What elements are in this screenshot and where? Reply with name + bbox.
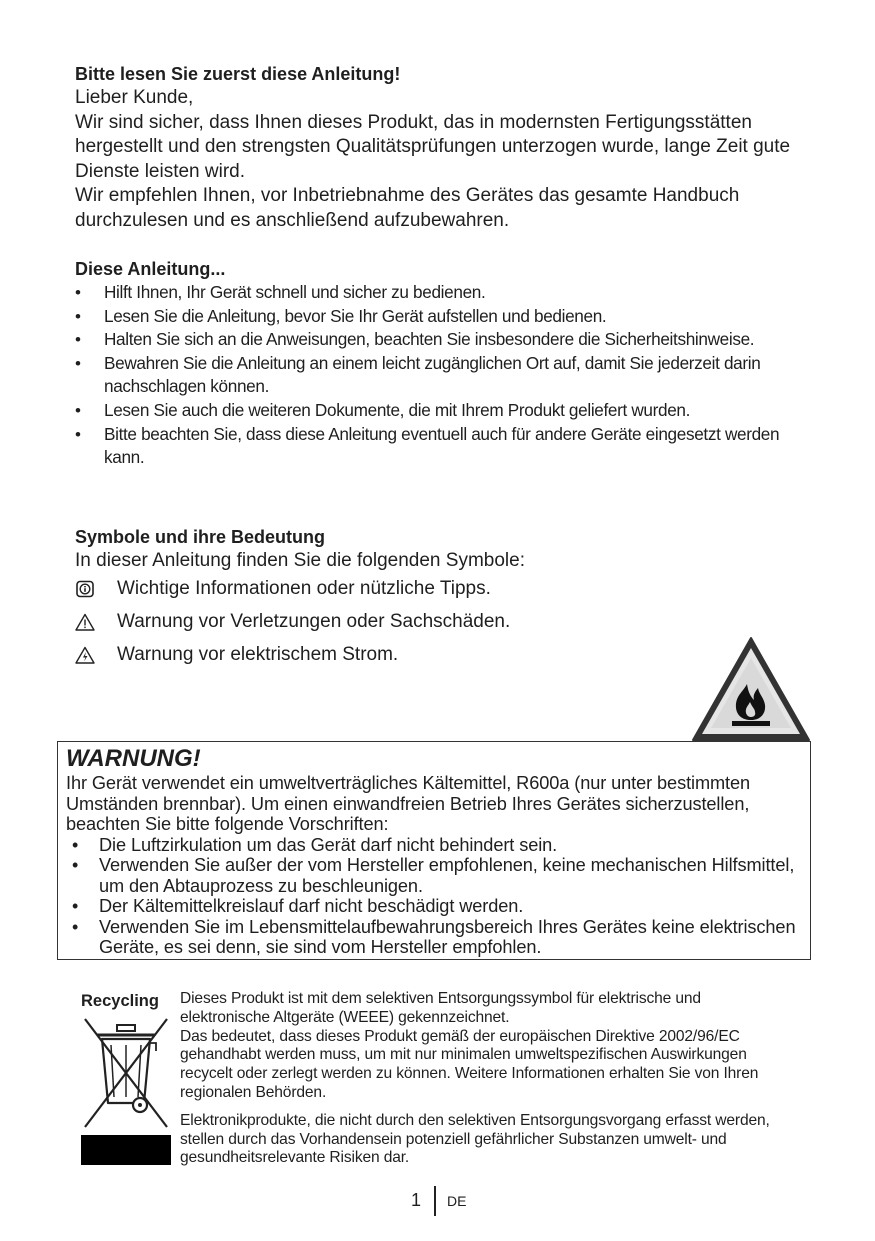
warning-title: WARNUNG! — [66, 745, 201, 772]
warning-list — [66, 835, 810, 958]
electric-warning-icon — [75, 646, 95, 664]
page-language: DE — [447, 1193, 467, 1209]
list-item: • Bitte beachten Sie, dass diese Anleitung eventuell auch für andere Geräte eingesetzt werden kann. — [75, 423, 800, 470]
recycling-label: Recycling — [81, 992, 159, 1010]
list-item: • Halten Sie sich an die Anweisungen, beachten Sie insbesondere die Sicherheitshinweise. — [75, 328, 800, 352]
manual-list — [75, 281, 800, 470]
flammable-warning-icon — [691, 636, 811, 742]
symbol-info-text: Wichtige Informationen oder nützliche Tipps. — [117, 578, 491, 599]
greeting: Lieber Kunde, — [75, 87, 194, 108]
list-item: • Bewahren Sie die Anleitung an einem leicht zugänglichen Ort auf, damit Sie jederzeit darin nachschlagen können. — [75, 352, 800, 399]
list-item: • Lesen Sie auch die weiteren Dokumente, die mit Ihrem Produkt geliefert wurden. — [75, 399, 800, 423]
intro-section — [75, 62, 805, 234]
symbols-intro: In dieser Anleitung finden Sie die folgenden Symbole: — [75, 550, 525, 571]
list-item: • Hilft Ihnen, Ihr Gerät schnell und sicher zu bedienen. — [75, 281, 800, 305]
recycling-text-block — [180, 990, 792, 1168]
intro-paragraph-1: Wir sind sicher, dass Ihnen dieses Produkt, das in modernsten Fertigungsstätten hergestellt und den strengsten Qualitätsprüfungen unterzogen wurde, lange Zeit gute Dienste leisten wird. — [75, 111, 791, 182]
list-item: • Verwenden Sie im Lebensmittelaufbewahrungsbereich Ihres Gerätes keine elektrischen Geräte, es sei denn, sie sind vom Hersteller empfohlen. — [66, 917, 810, 958]
warning-box — [57, 741, 811, 960]
manual-section — [75, 257, 800, 470]
page-number: 1 — [411, 1190, 422, 1210]
symbols-section — [75, 525, 775, 574]
warning-triangle-icon — [75, 613, 95, 631]
manual-heading: Diese Anleitung... — [75, 259, 226, 279]
recycling-paragraph-3: Elektronikprodukte, die nicht durch den selektiven Entsorgungsvorgang erfasst werden, stellen durch das Vorhandensein potenziell gefährlicher Substanzen umwelt- und gesundheitsrelevante Risiken dar. — [180, 1111, 770, 1167]
recycling-paragraph-1: Dieses Produkt ist mit dem selektiven Entsorgungssymbol für elektrische und elektronische Altgeräte (WEEE) gekennzeichnet. — [180, 990, 701, 1026]
list-item: • Lesen Sie die Anleitung, bevor Sie Ihr Gerät aufstellen und bedienen. — [75, 305, 800, 329]
warning-text: Ihr Gerät verwendet ein umweltverträgliches Kältemittel, R600a (nur unter bestimmten Umständen brennbar). Um einen einwandfreien Betrieb Ihres Gerätes sicherzustellen, beachten Sie bitte folgende Vorschriften: — [66, 773, 751, 834]
recycling-paragraph-2: Das bedeutet, dass dieses Produkt gemäß der europäischen Direktive 2002/96/EC gehandhabt werden muss, um mit nur minimalen umweltspezifischen Auswirkungen recycelt oder zerlegt werden zu können. Weitere Informationen erhalten Sie von Ihren regionalen Behörden. — [180, 1027, 759, 1101]
symbol-warning-text: Warnung vor Verletzungen oder Sachschäden. — [117, 611, 511, 632]
footer-divider — [434, 1186, 436, 1216]
symbols-heading: Symbole und ihre Bedeutung — [75, 527, 326, 547]
symbol-electric-text: Warnung vor elektrischem Strom. — [117, 644, 399, 665]
list-item: • Die Luftzirkulation um das Gerät darf nicht behindert sein. — [66, 835, 810, 856]
list-item: • Der Kältemittelkreislauf darf nicht beschädigt werden. — [66, 896, 810, 917]
list-item: • Verwenden Sie außer der vom Hersteller empfohlenen, keine mechanischen Hilfsmittel, um den Abtauprozess zu beschleunigen. — [66, 855, 810, 896]
info-icon — [75, 580, 95, 598]
weee-bin-icon — [81, 1015, 171, 1165]
intro-paragraph-2: Wir empfehlen Ihnen, vor Inbetriebnahme des Gerätes das gesamte Handbuch durchzulesen und es anschließend aufzubewahren. — [75, 185, 740, 231]
intro-heading: Bitte lesen Sie zuerst diese Anleitung! — [75, 64, 401, 84]
